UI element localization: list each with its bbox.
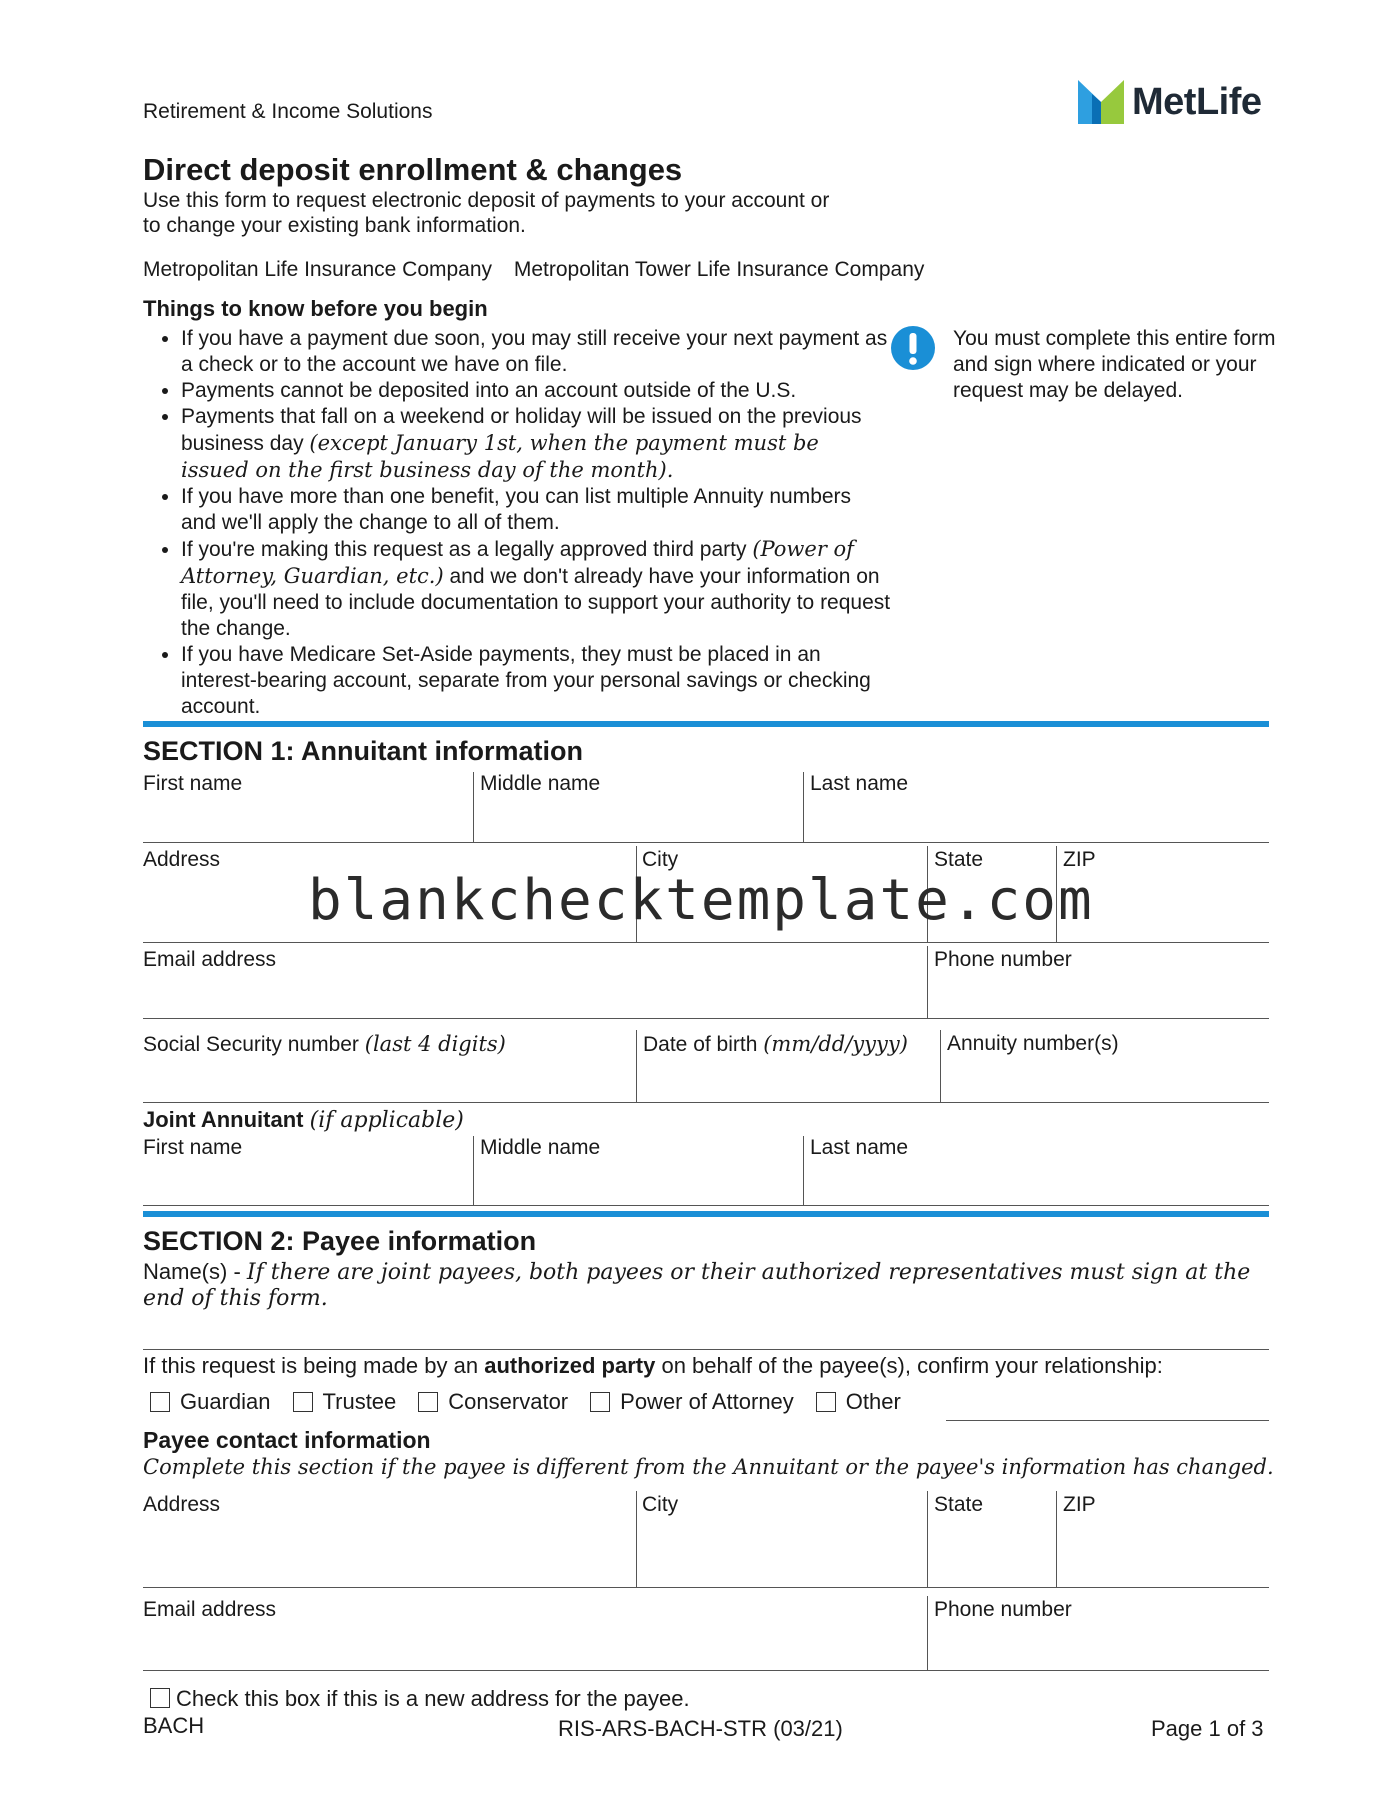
- field-divider: [636, 1030, 637, 1102]
- city-label: City: [642, 848, 679, 871]
- payee-contact-heading: Payee contact information: [143, 1427, 431, 1453]
- section2-heading: SECTION 2: Payee information: [143, 1226, 537, 1256]
- list-item: • Payments cannot be deposited into an account outside of the U.S.: [181, 378, 891, 404]
- joint-annuitant-heading: Joint Annuitant (if applicable): [143, 1107, 464, 1133]
- field-divider: [803, 772, 804, 842]
- field-divider: [473, 772, 474, 842]
- annuity-label: Annuity number(s): [947, 1032, 1119, 1055]
- section-divider: [143, 1211, 1269, 1217]
- conservator-checkbox[interactable]: Conservator: [418, 1389, 568, 1415]
- exclamation-icon: [890, 325, 936, 371]
- other-field-line[interactable]: [946, 1420, 1269, 1421]
- field-divider: [940, 1030, 941, 1102]
- names-field-line[interactable]: [143, 1349, 1269, 1350]
- company-list: [143, 258, 940, 282]
- other-checkbox[interactable]: Other: [816, 1389, 901, 1415]
- things-list: [143, 326, 891, 720]
- field-divider: [1056, 1491, 1057, 1587]
- company-name: Metropolitan Life Insurance Company: [143, 258, 493, 281]
- company-name: Metropolitan Tower Life Insurance Company: [513, 258, 925, 281]
- list-item: • If you have Medicare Set-Aside payments, they must be placed in an interest-bearing account, separate from your personal savings or checking account.: [181, 642, 891, 720]
- field-divider: [636, 1491, 637, 1587]
- field-line: [143, 1018, 1269, 1019]
- field-divider: [473, 1136, 474, 1206]
- payee-contact-note: Complete this section if the payee is different from the Annuitant or the payee's information has changed.: [143, 1455, 1274, 1479]
- dob-label: Date of birth (mm/dd/yyyy): [643, 1032, 908, 1056]
- notice-text: You must complete this entire form and sign where indicated or your request may be delayed.: [953, 327, 1276, 402]
- watermark: blankchecktemplate.com: [308, 868, 1094, 933]
- joint-middle-name-label: Middle name: [480, 1136, 601, 1159]
- relationship-options: [150, 1389, 923, 1415]
- joint-first-name-label: First name: [143, 1136, 243, 1159]
- phone-label: Phone number: [934, 948, 1072, 971]
- joint-last-name-label: Last name: [810, 1136, 909, 1159]
- list-item: • Payments that fall on a weekend or holiday will be issued on the previous business day (except January 1st, when the payment must be issued on the first business day of the month).: [181, 404, 891, 484]
- payee-phone-label: Phone number: [934, 1598, 1072, 1621]
- names-label: Name(s) - If there are joint payees, both payees or their authorized representatives must sign at the end of this form.: [143, 1259, 1251, 1311]
- list-item: • If you have a payment due soon, you may still receive your next payment as a check or to the account we have on file.: [181, 326, 891, 378]
- power-of-attorney-checkbox[interactable]: Power of Attorney: [590, 1389, 794, 1415]
- form-title: Direct deposit enrollment & changes: [143, 152, 683, 187]
- field-line: [143, 1102, 1269, 1103]
- field-divider: [927, 946, 928, 1018]
- logo-wordmark: MetLife: [1132, 80, 1262, 123]
- footer-form-code: BACH: [143, 1713, 205, 1738]
- field-divider: [803, 1136, 804, 1206]
- guardian-checkbox[interactable]: Guardian: [150, 1389, 271, 1415]
- zip-label: ZIP: [1063, 848, 1096, 871]
- field-line: [143, 1587, 1269, 1588]
- page-number: Page 1 of 3: [1151, 1716, 1264, 1741]
- section1-heading: SECTION 1: Annuitant information: [143, 736, 583, 766]
- things-heading: Things to know before you begin: [143, 296, 488, 321]
- payee-state-label: State: [934, 1493, 984, 1516]
- last-name-label: Last name: [810, 772, 909, 795]
- field-line: [143, 942, 1269, 943]
- field-line: [143, 1205, 1269, 1206]
- ssn-label: Social Security number (last 4 digits): [143, 1032, 506, 1056]
- first-name-label: First name: [143, 772, 243, 795]
- field-line: [143, 1670, 1269, 1671]
- payee-zip-label: ZIP: [1063, 1493, 1096, 1516]
- department-label: Retirement & Income Solutions: [143, 100, 433, 123]
- field-divider: [927, 1491, 928, 1587]
- address-label: Address: [143, 848, 221, 871]
- form-subtitle: Use this form to request electronic deposit of payments to your account or to change your existing bank information.: [143, 189, 830, 237]
- state-label: State: [934, 848, 984, 871]
- payee-city-label: City: [642, 1493, 679, 1516]
- list-item: • If you have more than one benefit, you can list multiple Annuity numbers and we'll apply the change to all of them.: [181, 484, 891, 536]
- field-line: [143, 842, 1269, 843]
- payee-address-label: Address: [143, 1493, 221, 1516]
- new-address-checkbox[interactable]: Check this box if this is a new address for the payee.: [150, 1686, 690, 1712]
- trustee-checkbox[interactable]: Trustee: [293, 1389, 397, 1415]
- payee-email-label: Email address: [143, 1598, 277, 1621]
- email-label: Email address: [143, 948, 277, 971]
- metlife-logo-icon: [1078, 80, 1124, 124]
- footer-form-id: RIS-ARS-BACH-STR (03/21): [558, 1716, 843, 1741]
- middle-name-label: Middle name: [480, 772, 601, 795]
- authorized-party-text: If this request is being made by an authorized party on behalf of the payee(s), confirm your relationship:: [143, 1353, 1163, 1378]
- section-divider: [143, 721, 1269, 727]
- list-item: • If you're making this request as a legally approved third party (Power of Attorney, Guardian, etc.) and we don't already have your information on file, you'll need to include documentation to support your authority to request the change.: [181, 536, 891, 642]
- field-divider: [927, 1596, 928, 1670]
- metlife-logo: [1078, 80, 1262, 124]
